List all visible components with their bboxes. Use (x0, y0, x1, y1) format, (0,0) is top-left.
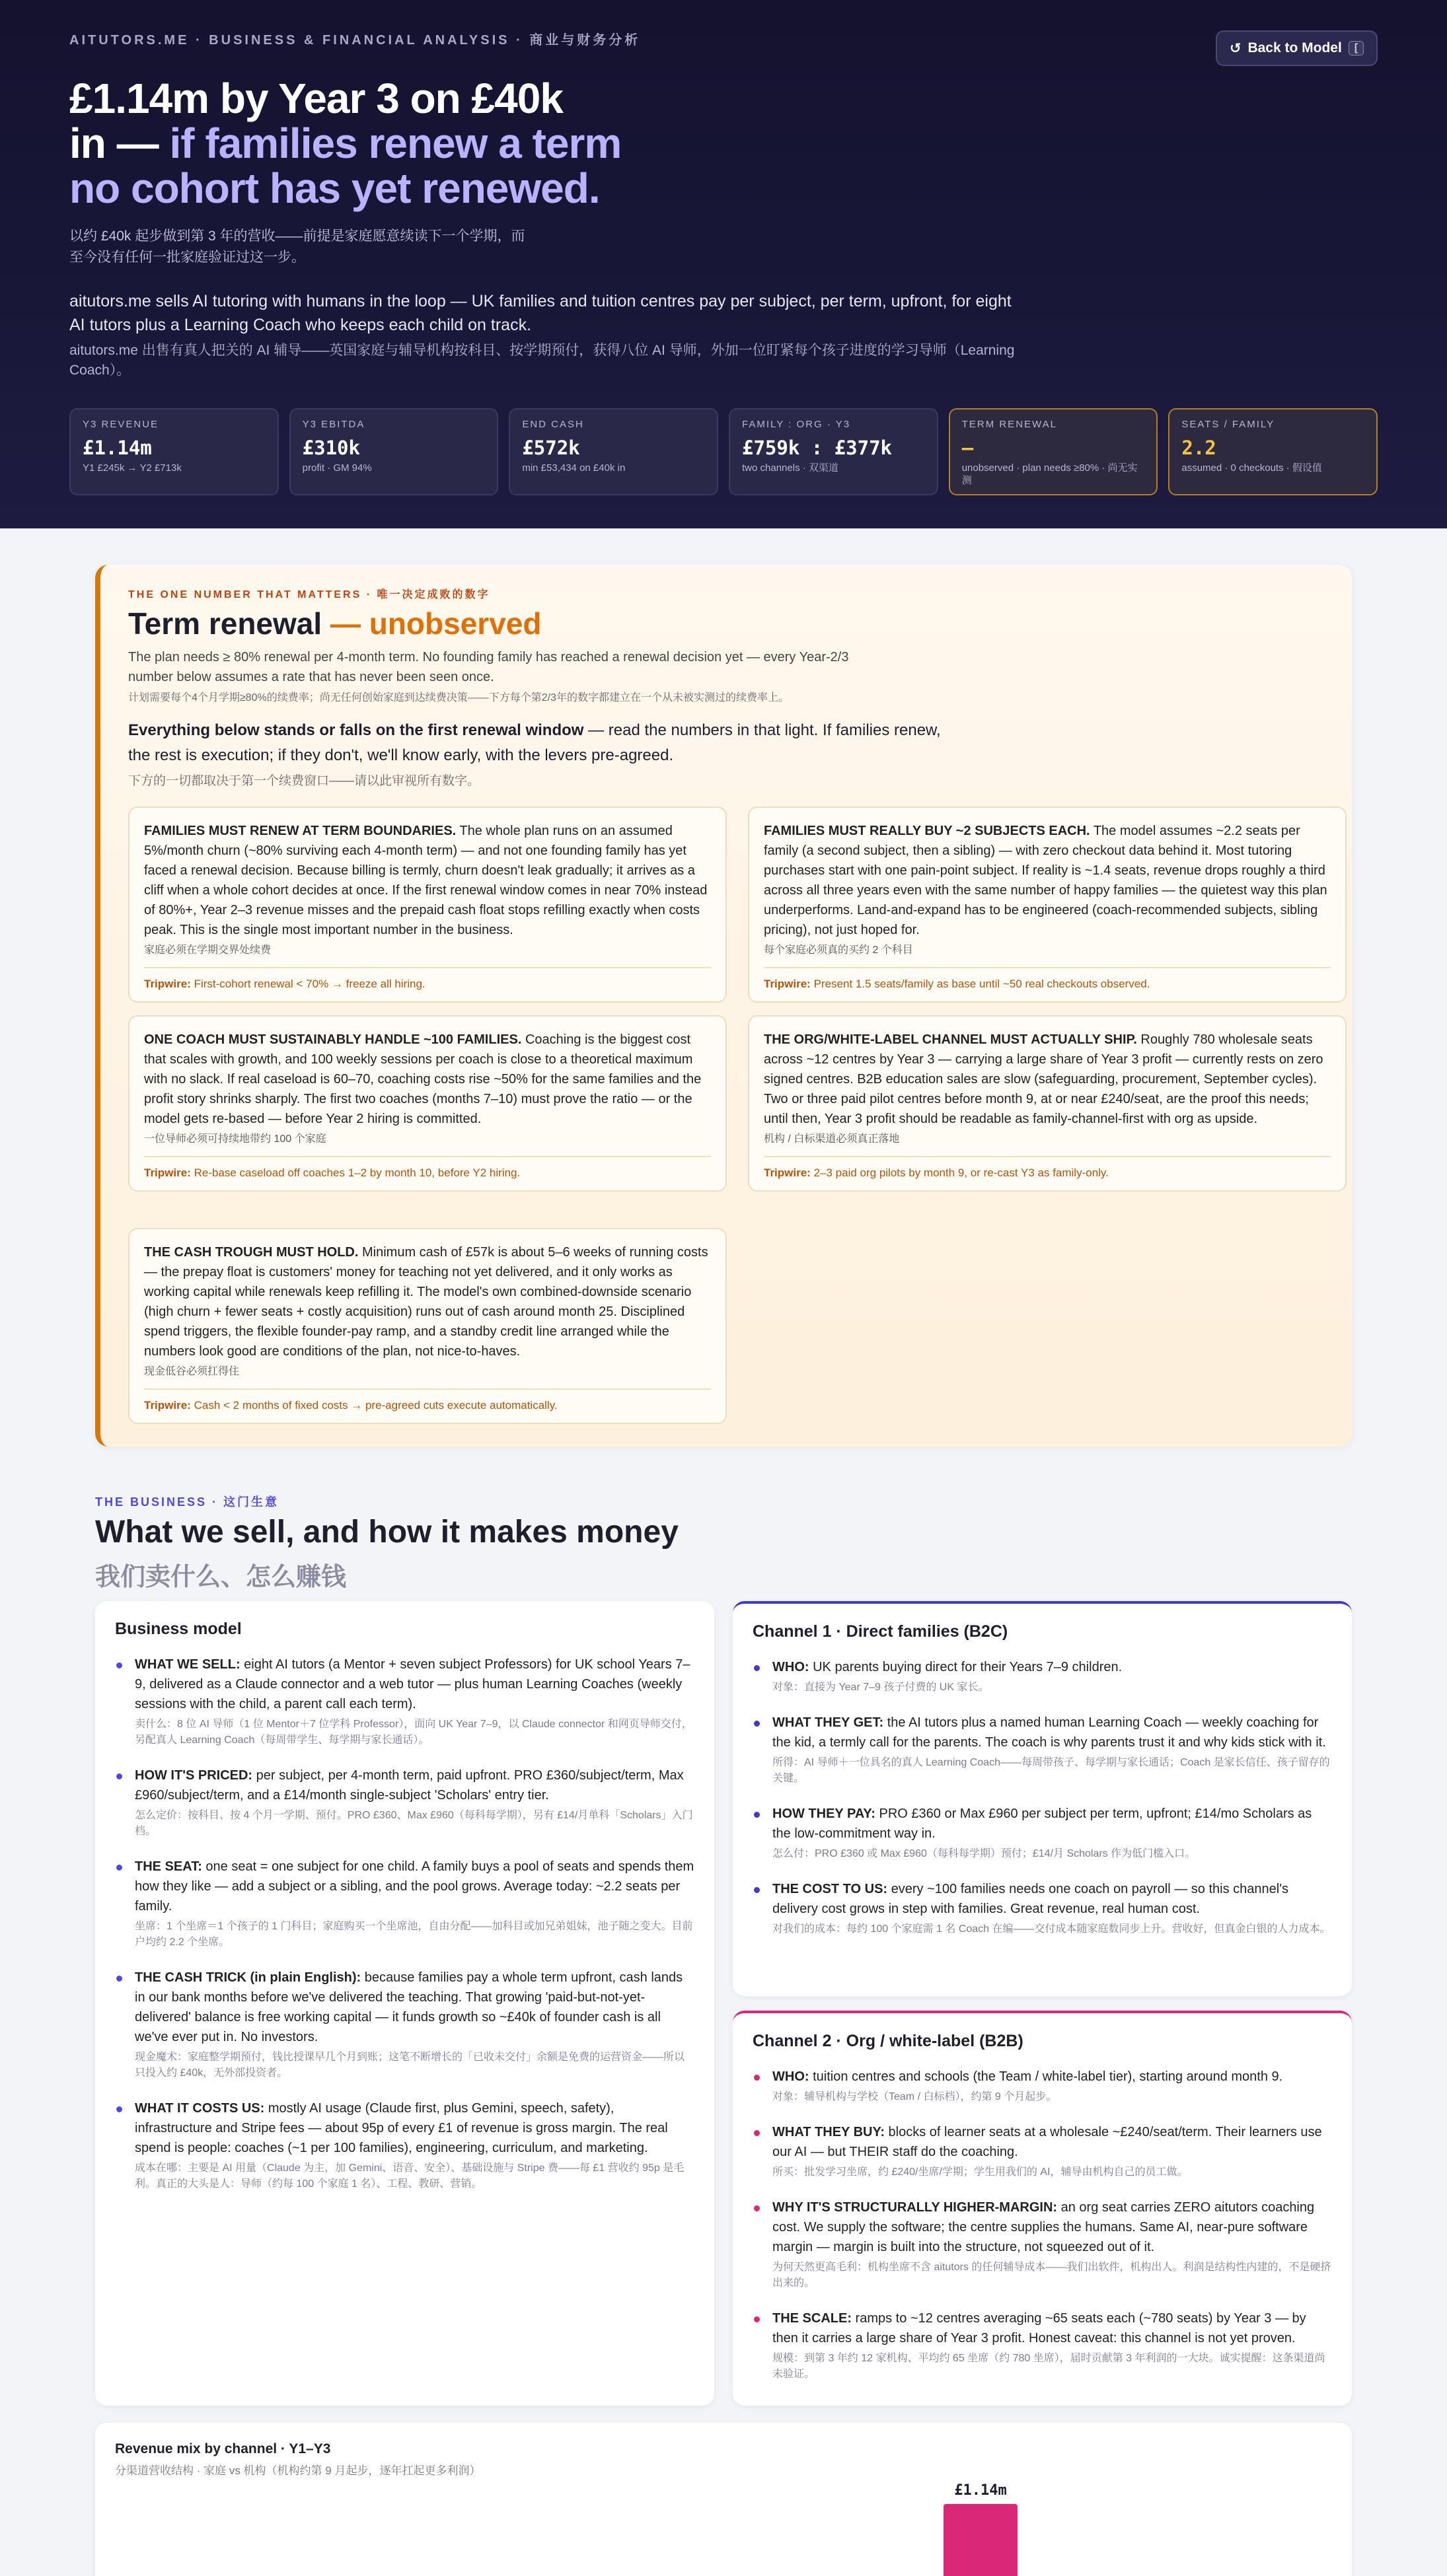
risk-text (144, 1242, 711, 1361)
revenue-mix-title: Revenue mix by channel · Y1–Y3 (115, 2441, 331, 2456)
risk-tripwire (144, 1388, 711, 1423)
channel-2-list (753, 2067, 1332, 2382)
risk-heading: THE ORG/WHITE-LABEL CHANNEL MUST ACTUALLY SHIP. (764, 1032, 1137, 1047)
tripwire-text: 2–3 paid org pilots by month 9, or re-cast Y3 as family-only. (810, 1166, 1109, 1179)
list-item-body: because families pay a whole term upfront, cash lands in our bank months before we've delivered the teaching. That growing 'paid-but-not-yet-delivered' balance is free working capital — it funds growth so ~£40k of founder cash is all we've ever put in. No investors. (135, 1970, 683, 2044)
channel-1-list (753, 1657, 1332, 1937)
list-item-heading: THE COST TO US: (772, 1882, 888, 1896)
list-item-body: mostly AI usage (Claude first, plus Gemini, speech, safety), infrastructure and Stripe fees — about 95p of every £1 of revenue is gross margin. The real spend is people: coaches (~1 per 100 families), engineering, curriculum, and marketing. (135, 2101, 668, 2155)
business-eyebrow: THE BUSINESS · 这门生意 (95, 1495, 279, 1509)
list-item-text (772, 2067, 1332, 2087)
stat-card (289, 408, 499, 495)
bullet-dot-icon (754, 2075, 760, 2081)
bullet-dot-icon (754, 1887, 760, 1893)
risk-body: Minimum cash of £57k is about 5–6 weeks of running costs — the prepay float is customers' money for teaching not yet delivered, and it only works as working capital while renewals keep refilling it. The model's own combined-downside scenario (high churn + fewer seats + costly acquisition) runs out of cash around month 25. Disciplined spend triggers, the flexible founder-pay ramp, and a standby credit line arranged while the numbers look good are conditions of the plan, not nice-to-haves. (144, 1245, 708, 1359)
keyboard-shortcut-badge: [ (1349, 41, 1364, 55)
key-number-card (95, 565, 1352, 1447)
stat-label: SEATS / FAMILY (1181, 419, 1275, 430)
list-item-heading: WHO: (772, 1660, 809, 1674)
tripwire-text: First-cohort renewal < 70% → freeze all hiring. (190, 978, 426, 990)
list-item (753, 2198, 1332, 2291)
key-number-statement-rest: — read the numbers in that light. If families renew, the rest is execution; if they don't, we'll know early, with the levers pre-agreed. (128, 721, 941, 764)
list-item-heading: HOW THEY PAY: (772, 1807, 875, 1821)
risk-body: Roughly 780 wholesale seats across ~12 centres by Year 3 — carrying a large share of Year 3 profit — currently rests on zero signed centres. B2B education sales are slow (safeguarding, procurement, September cycles). Two or three paid pilot centres before month 9, at or near £240/seat, are the proof this needs; until then, Year 3 profit should be readable as family-channel-first with org as upside. (764, 1032, 1323, 1126)
risk-zh: 一位导师必须可持续地带约 100 个家庭 (144, 1133, 326, 1145)
list-item-heading: WHAT WE SELL: (135, 1657, 241, 1672)
risk-zh: 每个家庭必须真的买约 2 个科目 (764, 945, 913, 956)
risk-tripwire (764, 1156, 1331, 1190)
stat-card (949, 408, 1158, 495)
business-model-list (115, 1655, 694, 2192)
list-item-heading: THE SCALE: (772, 2311, 852, 2326)
stat-note: min £53,434 on £40k in (522, 462, 626, 474)
revenue-mix-subtitle: 分渠道营收结构 · 家庭 vs 机构（机构约第 9 月起步，逐年扛起更多利润） (115, 2464, 481, 2477)
list-item (753, 1713, 1332, 1787)
list-item-zh: 怎么付：PRO £360 或 Max £960（每科每学期）预付；£14/月 Scholars 作为低门槛入口。 (772, 1848, 1196, 1859)
title-line-1: £1.14m by Year 3 on £40k (69, 75, 563, 122)
lead-text-zh: aitutors.me 出售有真人把关的 AI 辅导——英国家庭与辅导机构按科目、按学期预付，获得八位 AI 导师，外加一位盯紧每个孩子进度的学习导师（Learning Coach）。 (69, 343, 1015, 378)
business-title-zh: 我们卖什么、怎么赚钱 (95, 1563, 347, 1591)
list-item-body: one seat = one subject for one child. A family buys a pool of seats and spends them how they like — add a subject or a sibling, and the pool grows. Average today: ~2.2 seats per family. (135, 1859, 694, 1914)
bullet-dot-icon (116, 1865, 122, 1871)
list-item (753, 1657, 1332, 1696)
key-number-title-highlight: — unobserved (330, 606, 542, 641)
list-item-zh: 为何天然更高毛利：机构坐席不含 aitutors 的任何辅导成本——我们出软件，机构出人。利润是结构性内建的，不是硬挤出来的。 (772, 2262, 1331, 2289)
channel-2-title: Channel 2 · Org / white-label (B2B) (753, 2032, 1023, 2050)
stat-note: profit · GM 94% (302, 462, 372, 474)
key-number-statement (128, 718, 961, 768)
revenue-bar-y3 (944, 2504, 1018, 2576)
title-zh: 以约 £40k 起步做到第 3 年的营收——前提是家庭愿意续读下一个学期，而至今没有任何一批家庭验证过这一步。 (69, 229, 525, 265)
bullet-dot-icon (754, 1812, 760, 1818)
list-item-heading: THE SEAT: (135, 1859, 202, 1874)
list-item-zh: 所得：AI 导师＋一位具名的真人 Learning Coach——每周带孩子、每学期与家长通话；Coach 是家长信任、孩子留存的关键。 (772, 1757, 1330, 1784)
bullet-dot-icon (754, 1721, 760, 1727)
bullet-dot-icon (754, 2316, 760, 2322)
stat-label: END CASH (522, 419, 584, 430)
list-item-zh: 所买：批发学习坐席，约 £240/坐席/学期；学生用我们的 AI，辅导由机构自己的员工做。 (772, 2166, 1188, 2178)
business-model-title: Business model (115, 1620, 242, 1638)
tripwire-text: Re-base caseload off coaches 1–2 by month 10, before Y2 hiring. (190, 1166, 521, 1179)
stat-value: £572k (522, 437, 580, 459)
stat-note: unobserved · plan needs ≥80% · 尚无实测 (961, 462, 1138, 486)
list-item-text (772, 1657, 1332, 1677)
risk-card (748, 806, 1347, 1003)
bullet-dot-icon (754, 2205, 760, 2211)
key-number-statement-bold: Everything below stands or falls on the first renewal window (128, 721, 584, 739)
tripwire-label: Tripwire: (144, 978, 191, 990)
list-item-heading: HOW IT'S PRICED: (135, 1768, 253, 1783)
list-item-zh: 规模：到第 3 年约 12 家机构、平均约 65 坐席（约 780 坐席），届时贡献第 3 年利润的一大块。诚实提醒：这条渠道尚未验证。 (772, 2353, 1325, 2380)
key-number-statement-zh: 下方的一切都取决于第一个续费窗口——请以此审视所有数字。 (128, 774, 480, 788)
page-eyebrow: AITUTORS.ME · BUSINESS & FINANCIAL ANALYSIS · 商业与财务分析 (69, 33, 641, 48)
list-item-text (772, 2122, 1332, 2162)
title-line-2 (69, 121, 664, 166)
risk-text (144, 1030, 711, 1129)
stat-card (1168, 408, 1378, 495)
stat-value: 2.2 (1181, 437, 1216, 459)
stat-value: £310k (302, 437, 360, 459)
risk-body: The whole plan runs on an assumed 5%/month churn (~80% surviving each 4-month term) — and not one founding family has yet faced a renewal decision. Because billing is termly, churn doesn't leak gradually; it arrives as a cliff when a whole cohort decides at once. If the first renewal window comes in near 70% instead of 80%+, Year 2–3 revenue misses and the prepaid cash float stops refilling exactly when costs peak. This is the single most important number in the business. (144, 824, 708, 937)
bullet-dot-icon (116, 1976, 122, 1982)
list-item-body: PRO £360 or Max £960 per subject per term, upfront; £14/mo Scholars as the low-commitment way in. (772, 1807, 1312, 1841)
list-item (753, 1879, 1332, 1937)
list-item-body: the AI tutors plus a named human Learning Coach — weekly coaching for the kid, a termly call for the parents. The coach is why parents trust it and why kids stick with it. (772, 1715, 1326, 1750)
tripwire-text: Cash < 2 months of fixed costs → pre-agreed cuts execute automatically. (190, 1399, 558, 1412)
stat-note: two channels · 双渠道 (742, 462, 838, 474)
risk-zh: 现金低谷必须扛得住 (144, 1366, 240, 1377)
risk-heading: FAMILIES MUST RENEW AT TERM BOUNDARIES. (144, 824, 457, 838)
risk-card (748, 1015, 1347, 1192)
list-item (115, 1968, 694, 2081)
list-item-zh: 对象：直接为 Year 7–9 孩子付费的 UK 家长。 (772, 1682, 989, 1693)
risk-heading: ONE COACH MUST SUSTAINABLY HANDLE ~100 FAMILIES. (144, 1032, 522, 1047)
list-item-heading: WHY IT'S STRUCTURALLY HIGHER-MARGIN: (772, 2200, 1058, 2215)
title-line-3: no cohort has yet renewed. (69, 164, 600, 212)
risk-body: The model assumes ~2.2 seats per family (a second subject, then a sibling) — with zero checkout data behind it. Most tutoring purchases start with one pain-point subject. If reality is ~1.4 seats, revenue drops roughly a third across all three years even with the same number of happy families — the quietest way this plan underperforms. Land-and-expand has to be engineered (coach-recommended subjects, sibling pricing), not just hoped for. (764, 824, 1327, 937)
stat-note: Y1 £245k → Y2 £713k (83, 462, 182, 474)
risk-heading: THE CASH TROUGH MUST HOLD. (144, 1245, 359, 1260)
list-item-text (772, 2308, 1332, 2348)
key-number-eyebrow: THE ONE NUMBER THAT MATTERS · 唯一决定成败的数字 (128, 589, 490, 600)
revenue-bar-label-y3: £1.14m (954, 2482, 1007, 2499)
list-item (115, 1766, 694, 1840)
list-item-body: per subject, per 4-month term, paid upfront. PRO £360/subject/term, Max £960/subject/term, and a £14/month single-subject 'Scholars' entry tier. (135, 1768, 684, 1803)
list-item-body: ramps to ~12 centres averaging ~65 seats each (~780 seats) by Year 3 — by then it carries a large share of Year 3 profit. Honest caveat: this channel is not yet proven. (772, 2311, 1306, 2345)
risk-tripwire (144, 967, 711, 1001)
list-item-text (772, 1879, 1332, 1919)
risk-text (764, 1030, 1331, 1129)
stat-card (729, 408, 938, 495)
list-item-heading: WHO: (772, 2069, 809, 2084)
list-item-text (135, 2098, 694, 2158)
channel-1-title: Channel 1 · Direct families (B2C) (753, 1622, 1008, 1641)
list-item-body: an org seat carries ZERO aitutors coaching cost. We supply the software; the centre supplies the humans. Same AI, near-pure software margin — margin is built into the structure, not squeezed out of it. (772, 2200, 1315, 2254)
risk-zh: 机构 / 白标渠道必须真正落地 (764, 1133, 900, 1145)
stat-value: £1.14m (83, 437, 152, 459)
list-item-text (135, 1857, 694, 1916)
tripwire-text: Present 1.5 seats/family as base until ~50 real checkouts observed. (810, 978, 1150, 990)
title-line-2-prefix: in — (69, 120, 170, 167)
risk-heading: FAMILIES MUST REALLY BUY ~2 SUBJECTS EACH. (764, 824, 1090, 838)
list-item (753, 1804, 1332, 1862)
hero-section (0, 0, 1447, 528)
undo-arrow-icon: ↺ (1229, 40, 1242, 56)
list-item-text (772, 1713, 1332, 1752)
tripwire-label: Tripwire: (764, 978, 811, 990)
bullet-dot-icon (116, 1663, 122, 1668)
stat-label: Y3 REVENUE (83, 419, 159, 430)
list-item-body: UK parents buying direct for their Years 7–9 children. (809, 1660, 1123, 1674)
list-item (115, 1857, 694, 1950)
risk-card (128, 806, 727, 1003)
list-item-heading: THE CASH TRICK (in plain English): (135, 1970, 361, 1985)
list-item-zh: 对我们的成本：每约 100 个家庭需 1 名 Coach 在编——交付成本随家庭数同步上升。营收好，但真金白银的人力成本。 (772, 1923, 1331, 1935)
list-item-zh: 现金魔术：家庭整学期预付，钱比授课早几个月到账；这笔不断增长的「已收未交付」余额是免费的运营资金——所以只投入约 £40k，无外部投资者。 (135, 2052, 685, 2079)
back-to-model-button[interactable] (1216, 30, 1378, 66)
list-item-heading: WHAT THEY BUY: (772, 2125, 885, 2139)
list-item-zh: 对象：辅导机构与学校（Team / 白标档），约第 9 个月起步。 (772, 2091, 1057, 2102)
risk-card (128, 1228, 727, 1424)
list-item-zh: 成本在哪：主要是 AI 用量（Claude 为主，加 Gemini、语音、安全）、基础设施与 Stripe 费——每 £1 营收约 95p 是毛利。真正的大头是人：导师（约每 100 个家庭 1 名）、工程、教研、营销。 (135, 2163, 685, 2190)
list-item-body: tuition centres and schools (the Team / white-label tier), starting around month 9. (809, 2069, 1283, 2084)
title-highlight: if families renew a term (169, 120, 622, 167)
stat-note: assumed · 0 checkouts · 假设值 (1181, 462, 1322, 474)
list-item-zh: 怎么定价：按科目、按 4 个月一学期、预付。PRO £360、Max £960（每科每学期），另有 £14/月单科「Scholars」入门档。 (135, 1810, 693, 1837)
stat-label: Y3 EBITDA (302, 419, 365, 430)
risk-text (144, 821, 711, 940)
back-button-label: Back to Model (1247, 40, 1342, 55)
list-item-zh: 卖什么：8 位 AI 导师（1 位 Mentor＋7 位学科 Professor），面向 UK Year 7–9，以 Claude connector 和网页导师交付，另配真人 Learning Coach（每周带学生、每学期与家长通话）。 (135, 1719, 692, 1746)
list-item-text (772, 1804, 1332, 1843)
list-item (753, 2067, 1332, 2105)
list-item (115, 1655, 694, 1748)
list-item-text (135, 1766, 694, 1805)
list-item (753, 2122, 1332, 2180)
risk-zh: 家庭必须在学期交界处续费 (144, 945, 272, 956)
list-item-text (135, 1655, 694, 1714)
key-number-title (128, 606, 541, 641)
business-model-panel (95, 1601, 714, 2406)
bullet-dot-icon (116, 2106, 122, 2112)
stat-card (509, 408, 718, 495)
risk-card (128, 1015, 727, 1192)
risk-body: Coaching is the biggest cost that scales with growth, and 100 weekly sessions per coach is close to a theoretical maximum with no slack. If real caseload is 60–70, coaching costs rise ~50% for the same families and the profit story shrinks sharply. The first two coaches (months 7–10) must prove the ratio — or the model gets re-based — before Year 2 hiring is committed. (144, 1032, 702, 1126)
list-item-body: every ~100 families needs one coach on payroll — so this channel's delivery cost grows in step with families. Great revenue, real human cost. (772, 1882, 1289, 1916)
tripwire-label: Tripwire: (144, 1166, 191, 1179)
business-title: What we sell, and how it makes money (95, 1515, 679, 1550)
risk-tripwire (144, 1156, 711, 1190)
revenue-mix-chart (95, 2423, 1352, 2576)
list-item-body: blocks of learner seats at a wholesale ~£240/seat/term. Their learners use our AI — but THEIR staff do the coaching. (772, 2125, 1322, 2159)
list-item (115, 2098, 694, 2192)
list-item-text (135, 1968, 694, 2047)
bullet-dot-icon (754, 2130, 760, 2136)
page-title (69, 76, 664, 211)
list-item-text (772, 2198, 1332, 2257)
stat-value: — (961, 437, 974, 459)
list-item-heading: WHAT THEY GET: (772, 1715, 884, 1730)
key-number-title-text: Term renewal (128, 606, 330, 641)
revenue-mix-panel (95, 2423, 1352, 2576)
bullet-dot-icon (754, 1665, 760, 1671)
stats-row (69, 408, 1378, 495)
risk-text (764, 821, 1331, 940)
channel-2-panel (733, 2011, 1352, 2406)
risk-tripwire (764, 967, 1331, 1001)
lead-text: aitutors.me sells AI tutoring with humans in the loop — UK families and tuition centres pay per subject, per term, upfront, for eight AI tutors plus a Learning Coach who keeps each child on track. (69, 292, 1012, 334)
key-number-desc-zh: 计划需要每个4个月学期≥80%的续费率；尚无任何创始家庭到达续费决策——下方每个第2/3年的数字都建立在一个从未被实测过的续费率上。 (128, 692, 789, 703)
stat-label: FAMILY : ORG · Y3 (742, 419, 851, 430)
list-item-body: eight AI tutors (a Mentor + seven subject Professors) for UK school Years 7–9, delivered as a Claude connector and a web tutor — plus human Learning Coaches (weekly sessions with the child, a parent call each term). (135, 1657, 690, 1711)
list-item-zh: 坐席：1 个坐席＝1 个孩子的 1 门科目；家庭购买一个坐席池，自由分配——加科目或加兄弟姐妹，池子随之变大。目前户均约 2.2 个坐席。 (135, 1921, 693, 1948)
list-item (753, 2308, 1332, 2382)
key-number-desc: The plan needs ≥ 80% renewal per 4-month term. No founding family has reached a renewal decision yet — every Year-2/3 number below assumes a rate that has never been seen once. (128, 650, 849, 684)
channel-1-panel (733, 1601, 1352, 1996)
stat-card (69, 408, 279, 495)
tripwire-label: Tripwire: (144, 1399, 191, 1412)
bullet-dot-icon (116, 1773, 122, 1779)
list-item-heading: WHAT IT COSTS US: (135, 2101, 265, 2116)
stat-label: TERM RENEWAL (961, 419, 1057, 430)
stat-value: £759k : £377k (742, 437, 892, 459)
tripwire-label: Tripwire: (764, 1166, 811, 1179)
